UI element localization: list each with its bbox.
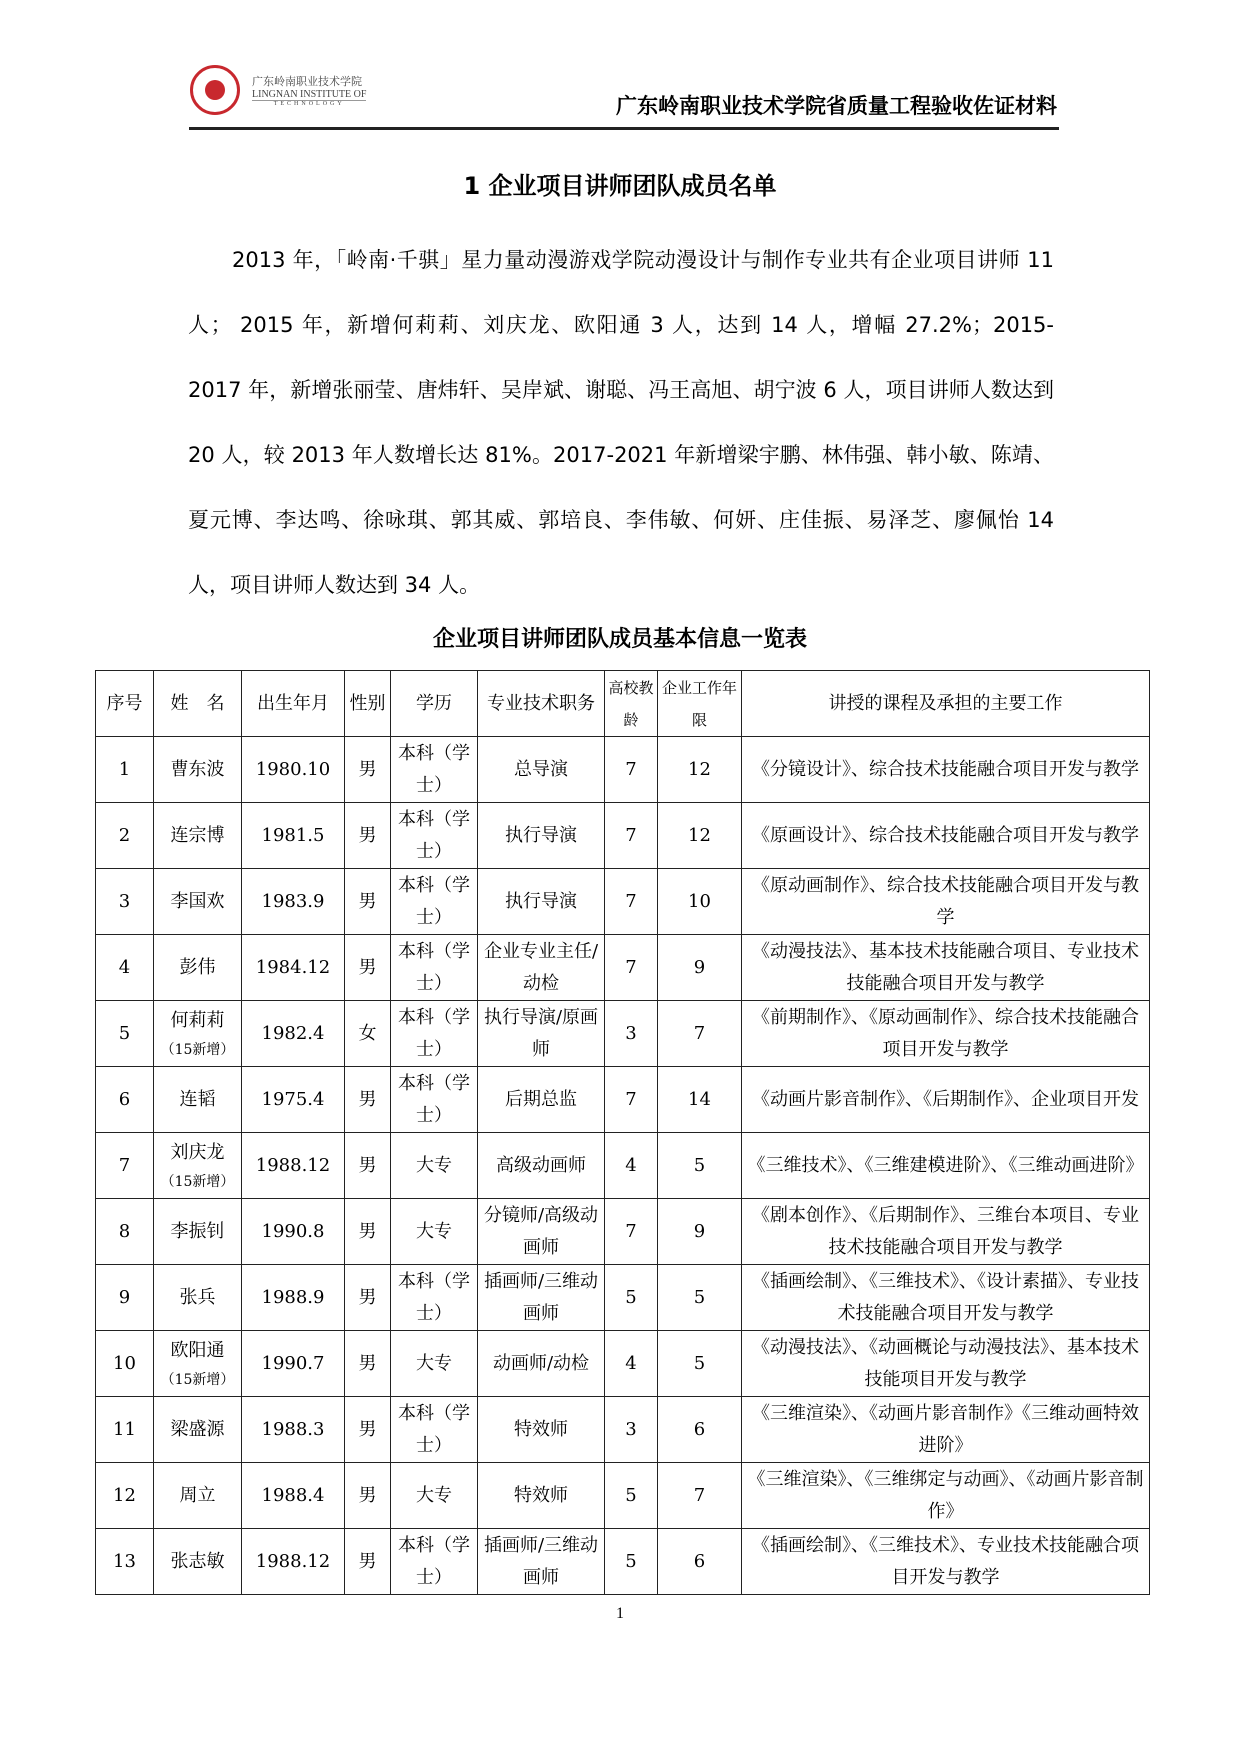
cell-name <box>154 737 242 803</box>
cell-birth <box>242 1067 345 1133</box>
cell-title <box>478 869 605 935</box>
cell-no <box>96 737 154 803</box>
table-row <box>96 803 1150 869</box>
cell-no-text: 1 <box>118 758 131 780</box>
cell-sex-text: 男 <box>358 758 377 780</box>
cell-name <box>154 1397 242 1463</box>
cell-work-years-text: 12 <box>688 758 711 780</box>
cell-name <box>154 1133 242 1199</box>
cell-name-text: 曹东波 <box>170 758 225 780</box>
cell-education <box>391 935 478 1001</box>
cell-teaching-years <box>605 935 658 1001</box>
cell-courses-text: 《三维渲染》、《动画片影音制作》《三维动画特效进阶》 <box>752 1402 1139 1456</box>
cell-name <box>154 803 242 869</box>
cell-name-text: 彭伟 <box>179 956 216 978</box>
cell-birth-text: 1975.4 <box>261 1088 325 1110</box>
header-cell: 讲授的课程及承担的主要工作 <box>742 671 1150 737</box>
header-cell: 专业技术职务 <box>478 671 605 737</box>
cell-no <box>96 1199 154 1265</box>
cell-title-text: 特效师 <box>514 1418 568 1440</box>
header-cell: 高校教龄 <box>605 671 658 737</box>
cell-teaching-years <box>605 869 658 935</box>
cell-work-years <box>658 869 742 935</box>
cell-sex-text: 男 <box>358 1220 377 1242</box>
cell-courses <box>742 1199 1150 1265</box>
cell-title <box>478 1199 605 1265</box>
cell-birth-text: 1983.9 <box>261 890 325 912</box>
header-cell: 性别 <box>345 671 391 737</box>
cell-no <box>96 1331 154 1397</box>
cell-birth-text: 1988.12 <box>255 1154 331 1176</box>
cell-sex <box>345 1265 391 1331</box>
cell-education <box>391 1067 478 1133</box>
cell-no-text: 11 <box>113 1418 136 1440</box>
cell-teaching-years-text: 5 <box>625 1484 637 1506</box>
cell-sex-text: 男 <box>358 1484 377 1506</box>
table-row <box>96 935 1150 1001</box>
cell-work-years-text: 14 <box>688 1088 711 1110</box>
cell-sex <box>345 1001 391 1067</box>
cell-title <box>478 737 605 803</box>
cell-teaching-years-text: 7 <box>625 956 637 978</box>
cell-work-years <box>658 1463 742 1529</box>
cell-work-years-text: 7 <box>693 1022 706 1044</box>
section-title: 1 企业项目讲师团队成员名单 <box>463 172 777 200</box>
table-header-row <box>96 671 1150 737</box>
cell-work-years-text: 5 <box>693 1352 706 1374</box>
cell-birth <box>242 737 345 803</box>
cell-name <box>154 1265 242 1331</box>
cell-education <box>391 1463 478 1529</box>
table-row <box>96 1133 1150 1199</box>
table-row <box>96 1331 1150 1397</box>
cell-birth-text: 1990.8 <box>261 1220 325 1242</box>
cell-title-text: 总导演 <box>514 758 568 780</box>
cell-birth <box>242 1397 345 1463</box>
cell-title-text: 执行导演 <box>505 824 577 846</box>
cell-title-text: 执行导演 <box>505 890 577 912</box>
cell-sex <box>345 1529 391 1595</box>
cell-title-text: 插画师/三维动画师 <box>483 1534 599 1588</box>
body-paragraph: 2013 年，「岭南·千骐」星力量动漫游戏学院动漫设计与制作专业共有企业项目讲师 11 人； 2015 年，新增何莉莉、刘庆龙、欧阳通 3 人，达到 14 人，增幅 27.2%；2015-2017 年，新增张丽莹、唐炜轩、吴岸斌、谢聪、冯王高旭、胡宁波 6 人，项目讲师人数达到 20 人，较 2013 年人数增长达 81%。2017-2021 年新增梁宇鹏、林伟强、韩小敏、陈靖、夏元博、李达鸣、徐咏琪、郭其威、郭培良、李伟敏、何妍、庄佳振、易泽芝、廖佩怡 14 人，项目讲师人数达到 34 人。 <box>188 248 1054 597</box>
cell-title-text: 执行导演/原画师 <box>483 1006 599 1060</box>
cell-education <box>391 1331 478 1397</box>
cell-no-text: 9 <box>118 1286 131 1308</box>
cell-sex-text: 女 <box>358 1022 377 1044</box>
cell-birth-text: 1988.12 <box>255 1550 331 1572</box>
cell-education <box>391 1529 478 1595</box>
cell-courses <box>742 1463 1150 1529</box>
cell-name <box>154 1199 242 1265</box>
cell-name-text: 欧阳通 <box>170 1339 225 1361</box>
cell-work-years <box>658 1133 742 1199</box>
cell-title <box>478 1463 605 1529</box>
cell-no-text: 3 <box>118 890 131 912</box>
cell-teaching-years <box>605 1133 658 1199</box>
cell-work-years-text: 12 <box>688 824 711 846</box>
cell-work-years-text: 5 <box>693 1154 706 1176</box>
cell-name <box>154 1067 242 1133</box>
cell-courses <box>742 1331 1150 1397</box>
cell-work-years-text: 7 <box>693 1484 706 1506</box>
cell-birth <box>242 1463 345 1529</box>
cell-birth <box>242 1199 345 1265</box>
new-member-note: （15新增） <box>160 1371 235 1388</box>
cell-courses-text: 《剧本创作》、《后期制作》、三维台本项目、专业技术技能融合项目开发与教学 <box>752 1204 1139 1258</box>
cell-name-text: 刘庆龙 <box>170 1141 225 1163</box>
cell-education-text: 本科（学士） <box>398 808 470 862</box>
cell-birth-text: 1981.5 <box>261 824 325 846</box>
cell-courses <box>742 1001 1150 1067</box>
cell-teaching-years-text: 4 <box>625 1352 637 1374</box>
cell-title <box>478 1067 605 1133</box>
cell-title <box>478 1529 605 1595</box>
cell-sex <box>345 869 391 935</box>
cell-work-years <box>658 1067 742 1133</box>
cell-work-years-text: 9 <box>693 956 706 978</box>
cell-birth-text: 1984.12 <box>255 956 331 978</box>
seal-icon <box>190 65 240 115</box>
cell-courses-text: 《动漫技法》、《动画概论与动漫技法》、基本技术技能项目开发与教学 <box>752 1336 1139 1390</box>
cell-work-years-text: 10 <box>688 890 711 912</box>
cell-education <box>391 1133 478 1199</box>
new-member-note: （15新增） <box>160 1041 235 1058</box>
cell-sex-text: 男 <box>358 824 377 846</box>
cell-work-years <box>658 1529 742 1595</box>
header-cell: 出生年月 <box>242 671 345 737</box>
cell-sex <box>345 1331 391 1397</box>
cell-birth-text: 1982.4 <box>261 1022 325 1044</box>
cell-title-text: 动画师/动检 <box>492 1352 590 1374</box>
cell-no <box>96 1529 154 1595</box>
cell-name-text: 何莉莉 <box>170 1009 225 1031</box>
cell-name <box>154 869 242 935</box>
cell-no-text: 4 <box>118 956 131 978</box>
cell-teaching-years-text: 4 <box>625 1154 637 1176</box>
cell-courses-text: 《动画片影音制作》、《后期制作》、企业项目开发 <box>752 1088 1139 1110</box>
cell-no-text: 5 <box>118 1022 131 1044</box>
cell-education <box>391 1397 478 1463</box>
cell-education-text: 大专 <box>416 1220 452 1242</box>
cell-courses <box>742 1265 1150 1331</box>
cell-birth <box>242 869 345 935</box>
cell-teaching-years <box>605 803 658 869</box>
cell-education-text: 本科（学士） <box>398 1534 470 1588</box>
cell-no <box>96 935 154 1001</box>
cell-title-text: 特效师 <box>514 1484 568 1506</box>
table-row <box>96 1265 1150 1331</box>
cell-birth-text: 1980.10 <box>255 758 331 780</box>
cell-title-text: 高级动画师 <box>496 1154 586 1176</box>
cell-birth <box>242 1529 345 1595</box>
institute-logo <box>190 65 366 115</box>
cell-education <box>391 1001 478 1067</box>
cell-work-years <box>658 737 742 803</box>
cell-title-text: 插画师/三维动画师 <box>483 1270 599 1324</box>
cell-sex-text: 男 <box>358 1286 377 1308</box>
cell-no-text: 13 <box>113 1550 136 1572</box>
cell-work-years <box>658 1199 742 1265</box>
cell-education <box>391 737 478 803</box>
cell-birth <box>242 1265 345 1331</box>
cell-courses-text: 《原画设计》、综合技术技能融合项目开发与教学 <box>752 824 1139 846</box>
cell-name <box>154 935 242 1001</box>
cell-education-text: 本科（学士） <box>398 874 470 928</box>
cell-title-text: 分镜师/高级动画师 <box>483 1204 599 1258</box>
cell-sex <box>345 1463 391 1529</box>
cell-work-years <box>658 1265 742 1331</box>
cell-education <box>391 869 478 935</box>
cell-birth-text: 1988.4 <box>261 1484 325 1506</box>
cell-title-text: 企业专业主任/动检 <box>483 940 599 994</box>
cell-sex <box>345 1067 391 1133</box>
cell-courses <box>742 737 1150 803</box>
cell-no-text: 8 <box>118 1220 131 1242</box>
cell-education <box>391 1199 478 1265</box>
cell-birth <box>242 1331 345 1397</box>
logo-en: LINGNAN INSTITUTE OF <box>252 89 367 100</box>
cell-teaching-years <box>605 1001 658 1067</box>
table-row <box>96 1067 1150 1133</box>
cell-sex-text: 男 <box>358 1550 377 1572</box>
cell-work-years-text: 5 <box>693 1286 706 1308</box>
cell-education-text: 本科（学士） <box>398 1072 470 1126</box>
cell-work-years <box>658 1001 742 1067</box>
cell-name <box>154 1331 242 1397</box>
table-row <box>96 1463 1150 1529</box>
cell-title <box>478 1265 605 1331</box>
cell-no-text: 10 <box>113 1352 136 1374</box>
table-row <box>96 1529 1150 1595</box>
cell-teaching-years <box>605 1067 658 1133</box>
cell-courses <box>742 869 1150 935</box>
table-row <box>96 1199 1150 1265</box>
cell-courses <box>742 1067 1150 1133</box>
logo-cn: 广东岭南职业技术学院 <box>252 76 362 88</box>
cell-birth <box>242 935 345 1001</box>
cell-name <box>154 1463 242 1529</box>
cell-work-years <box>658 1397 742 1463</box>
cell-teaching-years <box>605 1331 658 1397</box>
cell-courses <box>742 1397 1150 1463</box>
cell-teaching-years-text: 3 <box>625 1418 637 1440</box>
cell-work-years-text: 6 <box>693 1418 706 1440</box>
cell-courses-text: 《三维渲染》、《三维绑定与动画》、《动画片影音制作》 <box>747 1468 1144 1522</box>
cell-title <box>478 1397 605 1463</box>
cell-courses <box>742 803 1150 869</box>
cell-sex <box>345 1133 391 1199</box>
cell-teaching-years <box>605 1397 658 1463</box>
cell-title <box>478 1331 605 1397</box>
cell-sex <box>345 935 391 1001</box>
cell-courses-text: 《三维技术》、《三维建模进阶》、《三维动画进阶》 <box>747 1154 1144 1176</box>
table-row <box>96 737 1150 803</box>
cell-sex-text: 男 <box>358 1154 377 1176</box>
cell-courses-text: 《插画绘制》、《三维技术》、《设计素描》、专业技术技能融合项目开发与教学 <box>752 1270 1139 1324</box>
cell-name-text: 李振钊 <box>170 1220 225 1242</box>
logo-en2: TECHNOLOGY <box>273 101 345 107</box>
header-title: 广东岭南职业技术学院省质量工程验收佐证材料 <box>616 94 1057 118</box>
cell-teaching-years <box>605 737 658 803</box>
page-number: 1 <box>616 1605 624 1622</box>
header-rule <box>189 127 1059 130</box>
cell-courses-text: 《插画绘制》、《三维技术》、专业技术技能融合项目开发与教学 <box>752 1534 1139 1588</box>
cell-education <box>391 1265 478 1331</box>
cell-no <box>96 1133 154 1199</box>
cell-no <box>96 1397 154 1463</box>
cell-name-text: 梁盛源 <box>170 1418 225 1440</box>
cell-no-text: 7 <box>118 1154 131 1176</box>
cell-work-years-text: 6 <box>693 1550 706 1572</box>
cell-education-text: 大专 <box>416 1352 452 1374</box>
cell-name-text: 连韬 <box>179 1088 216 1110</box>
cell-courses-text: 《分镜设计》、综合技术技能融合项目开发与教学 <box>752 758 1139 780</box>
cell-no <box>96 869 154 935</box>
cell-teaching-years <box>605 1529 658 1595</box>
cell-education-text: 本科（学士） <box>398 1006 470 1060</box>
cell-teaching-years-text: 3 <box>625 1022 637 1044</box>
cell-education-text: 大专 <box>416 1484 452 1506</box>
cell-courses-text: 《原动画制作》、综合技术技能融合项目开发与教学 <box>752 874 1139 928</box>
cell-work-years <box>658 935 742 1001</box>
cell-birth-text: 1988.3 <box>261 1418 325 1440</box>
cell-courses <box>742 935 1150 1001</box>
cell-sex <box>345 1199 391 1265</box>
lecturer-table <box>95 670 1150 1595</box>
cell-name <box>154 1529 242 1595</box>
cell-title <box>478 1133 605 1199</box>
cell-sex-text: 男 <box>358 956 377 978</box>
cell-no-text: 12 <box>113 1484 136 1506</box>
cell-courses-text: 《前期制作》、《原动画制作》、综合技术技能融合项目开发与教学 <box>752 1006 1139 1060</box>
cell-no <box>96 1001 154 1067</box>
cell-teaching-years <box>605 1199 658 1265</box>
cell-teaching-years-text: 7 <box>625 1088 637 1110</box>
cell-education-text: 本科（学士） <box>398 940 470 994</box>
cell-birth <box>242 803 345 869</box>
cell-teaching-years-text: 7 <box>625 890 637 912</box>
cell-no-text: 6 <box>118 1088 131 1110</box>
cell-no <box>96 1463 154 1529</box>
cell-courses <box>742 1133 1150 1199</box>
cell-name-text: 李国欢 <box>170 890 225 912</box>
table-caption: 企业项目讲师团队成员基本信息一览表 <box>432 627 807 652</box>
cell-birth-text: 1988.9 <box>261 1286 325 1308</box>
cell-teaching-years-text: 7 <box>625 758 637 780</box>
cell-education-text: 本科（学士） <box>398 742 470 796</box>
cell-teaching-years <box>605 1265 658 1331</box>
cell-no <box>96 803 154 869</box>
cell-courses-text: 《动漫技法》、基本技术技能融合项目、专业技术技能融合项目开发与教学 <box>752 940 1139 994</box>
table-row <box>96 1001 1150 1067</box>
cell-title <box>478 935 605 1001</box>
cell-title <box>478 803 605 869</box>
cell-education-text: 本科（学士） <box>398 1402 470 1456</box>
cell-sex <box>345 803 391 869</box>
cell-work-years-text: 9 <box>693 1220 706 1242</box>
cell-work-years <box>658 1331 742 1397</box>
cell-teaching-years-text: 5 <box>625 1550 637 1572</box>
cell-teaching-years <box>605 1463 658 1529</box>
cell-work-years <box>658 803 742 869</box>
cell-no <box>96 1265 154 1331</box>
cell-birth <box>242 1001 345 1067</box>
cell-sex-text: 男 <box>358 1088 377 1110</box>
cell-courses <box>742 1529 1150 1595</box>
header-cell: 姓 名 <box>154 671 242 737</box>
cell-sex-text: 男 <box>358 890 377 912</box>
cell-birth <box>242 1133 345 1199</box>
table-row <box>96 869 1150 935</box>
cell-sex <box>345 737 391 803</box>
cell-sex <box>345 1397 391 1463</box>
cell-name-text: 张兵 <box>179 1286 216 1308</box>
cell-teaching-years-text: 5 <box>625 1286 637 1308</box>
cell-sex-text: 男 <box>358 1352 377 1374</box>
header-cell: 企业工作年限 <box>658 671 742 737</box>
cell-title-text: 后期总监 <box>505 1088 577 1110</box>
cell-no <box>96 1067 154 1133</box>
cell-title <box>478 1001 605 1067</box>
cell-teaching-years-text: 7 <box>625 1220 637 1242</box>
header-cell: 序号 <box>96 671 154 737</box>
cell-teaching-years-text: 7 <box>625 824 637 846</box>
cell-name-text: 连宗博 <box>170 824 225 846</box>
cell-education <box>391 803 478 869</box>
cell-name <box>154 1001 242 1067</box>
new-member-note: （15新增） <box>160 1173 235 1190</box>
cell-name-text: 张志敏 <box>170 1550 225 1572</box>
cell-no-text: 2 <box>118 824 131 846</box>
header-cell: 学历 <box>391 671 478 737</box>
cell-sex-text: 男 <box>358 1418 377 1440</box>
cell-birth-text: 1990.7 <box>261 1352 325 1374</box>
cell-education-text: 本科（学士） <box>398 1270 470 1324</box>
table-row <box>96 1397 1150 1463</box>
cell-name-text: 周立 <box>179 1484 216 1506</box>
cell-education-text: 大专 <box>416 1154 452 1176</box>
